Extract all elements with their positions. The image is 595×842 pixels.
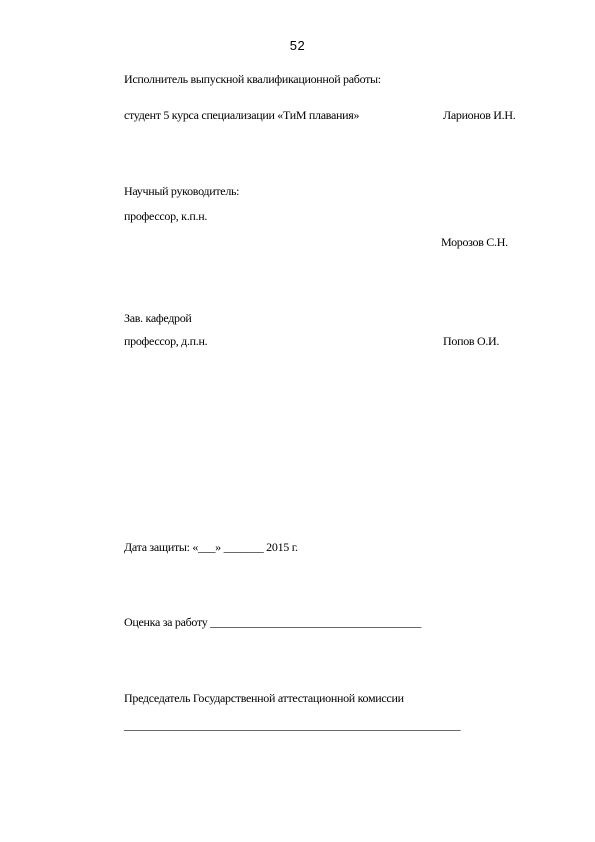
executor-role: студент 5 курса специализации «ТиМ плавания» bbox=[124, 108, 360, 122]
head-of-department-heading: Зав. кафедрой bbox=[124, 311, 192, 325]
head-of-department-name: Попов О.И. bbox=[443, 334, 500, 348]
defense-date: Дата защиты: «___» _______ 2015 г. bbox=[124, 540, 298, 554]
supervisor-name: Морозов С.Н. bbox=[441, 235, 508, 249]
commission-signature-line: ___________________________________________________________ bbox=[124, 718, 461, 732]
executor-name: Ларионов И.Н. bbox=[443, 108, 516, 122]
supervisor-role: профессор, к.п.н. bbox=[124, 209, 208, 223]
grade-line: Оценка за работу _____________________________________ bbox=[124, 615, 422, 629]
commission-heading: Председатель Государственной аттестационной комиссии bbox=[124, 691, 404, 705]
supervisor-heading: Научный руководитель: bbox=[124, 184, 240, 198]
head-of-department-role: профессор, д.п.н. bbox=[124, 334, 208, 348]
executor-heading: Исполнитель выпускной квалификационной работы: bbox=[124, 72, 381, 86]
page-number: 52 bbox=[289, 38, 306, 53]
